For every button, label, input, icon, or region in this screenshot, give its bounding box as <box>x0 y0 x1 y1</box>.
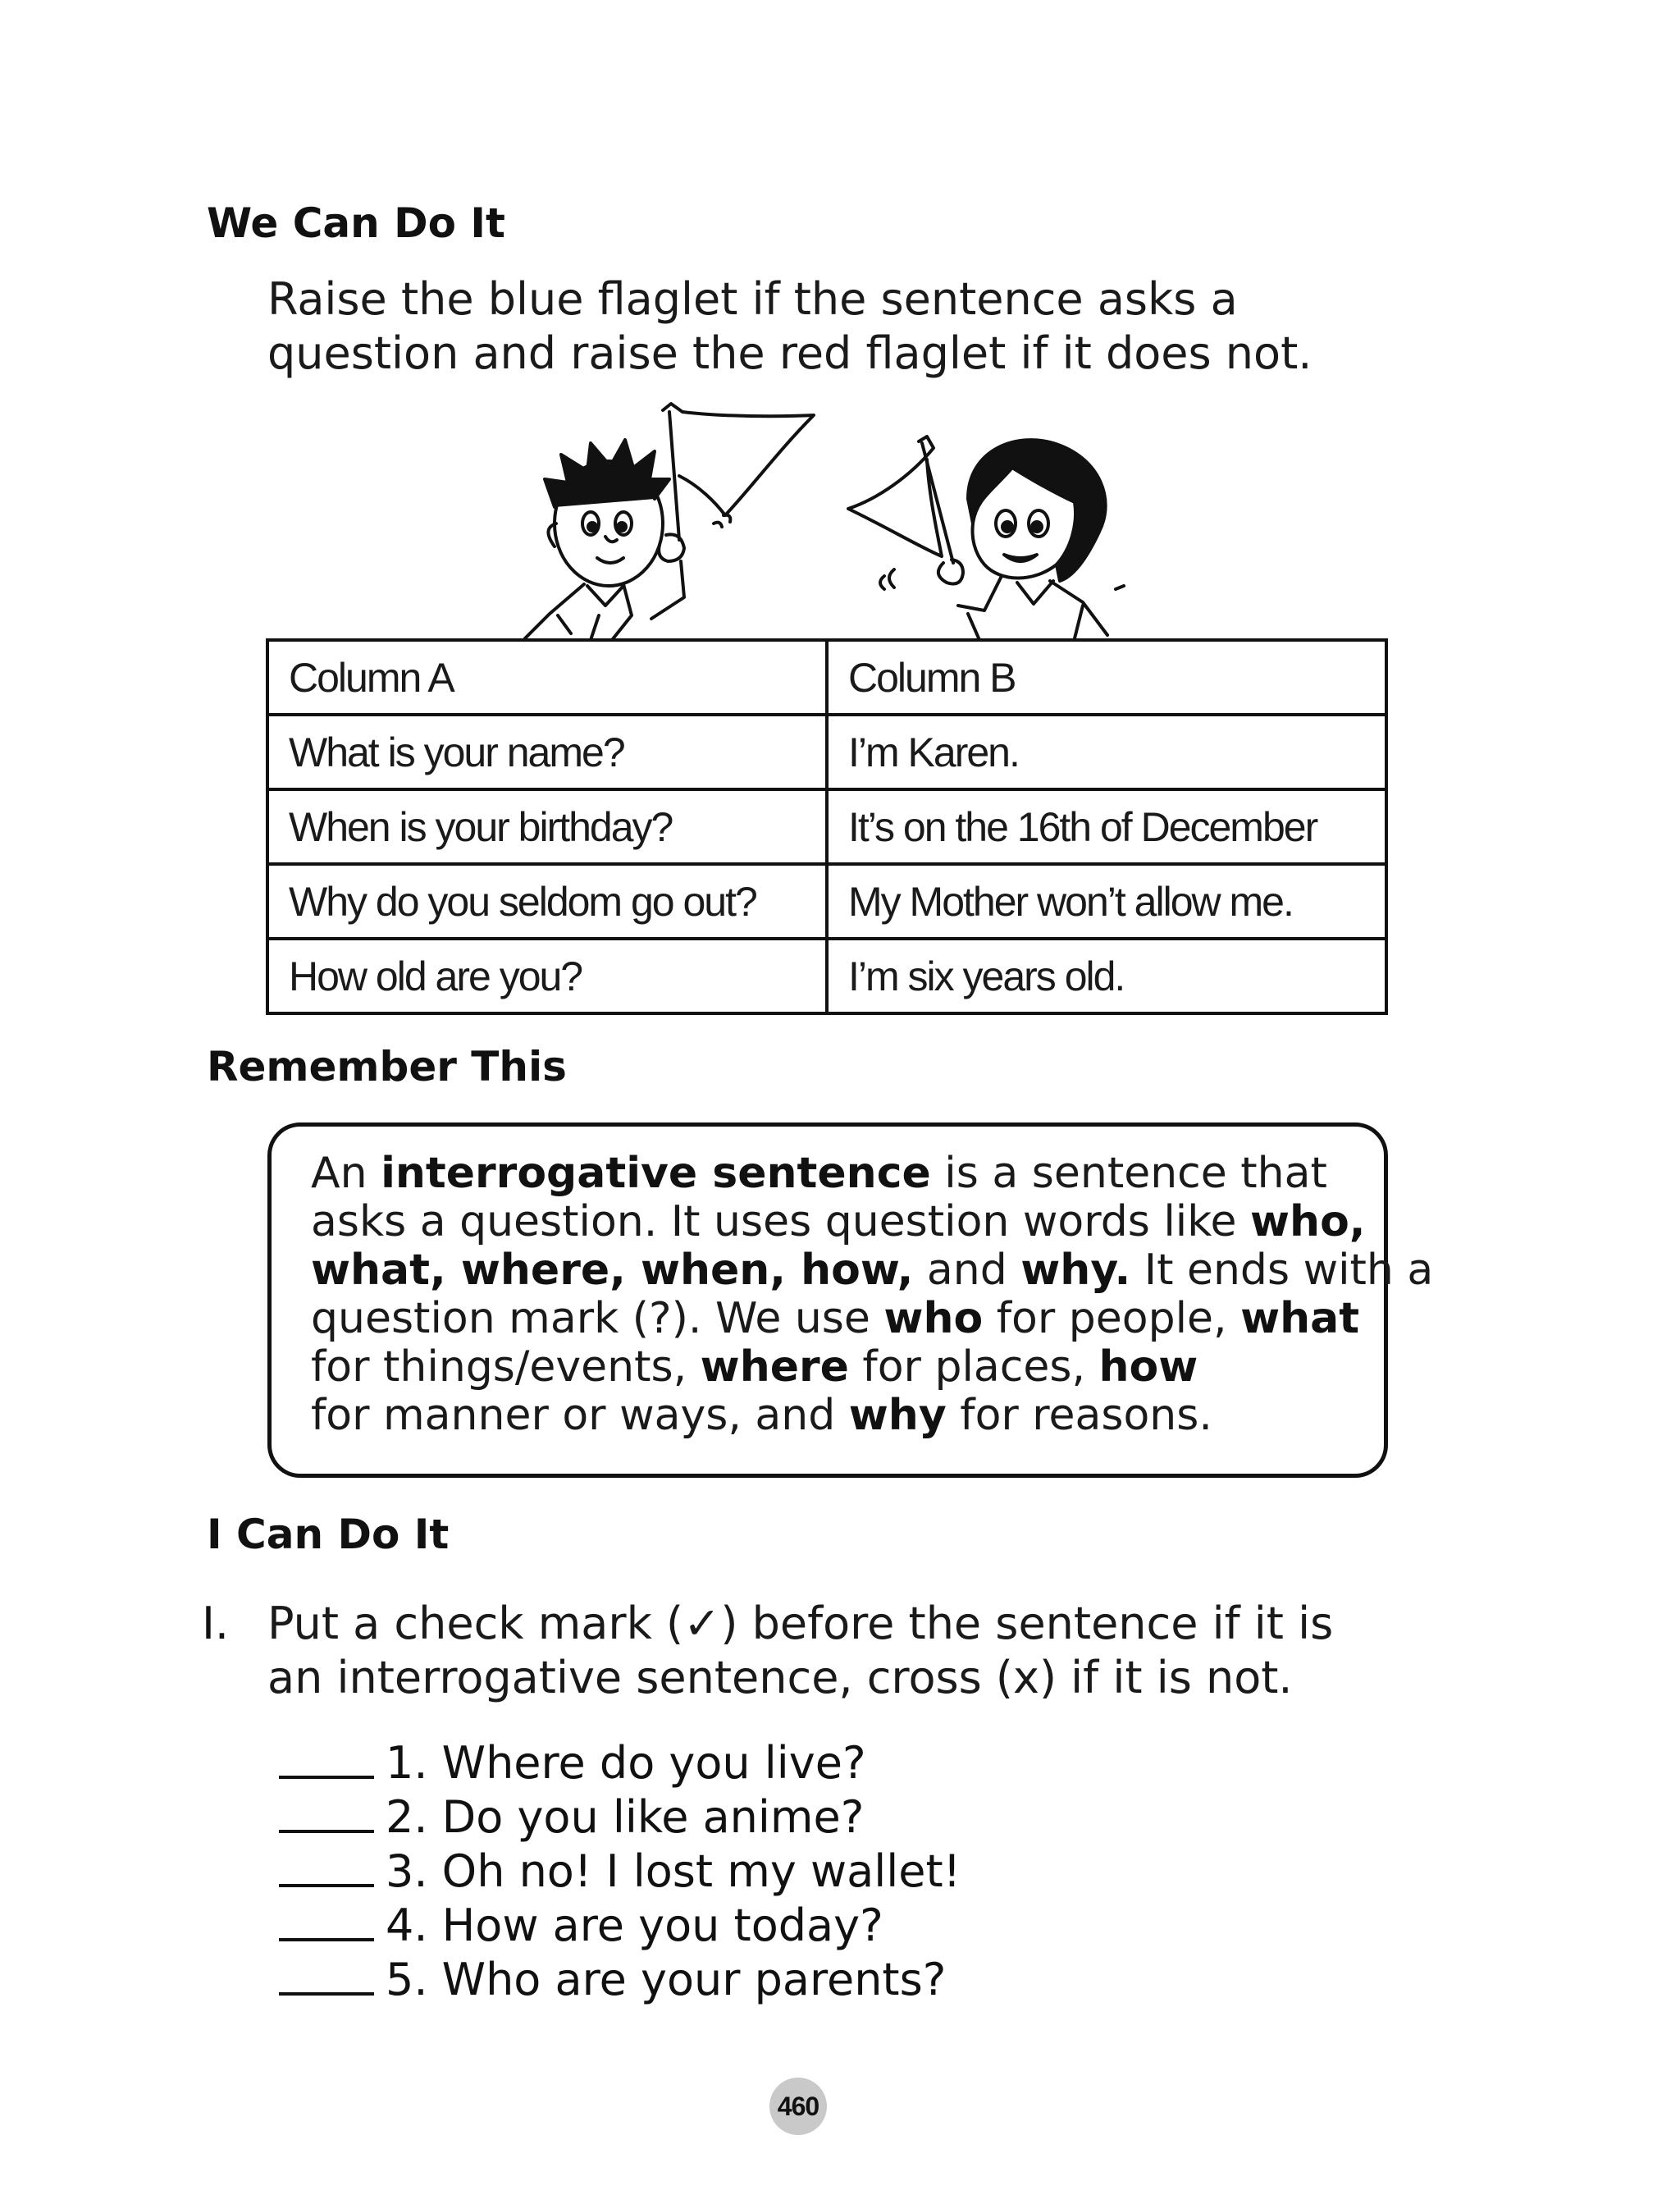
item-text: 4. How are you today? <box>386 1900 883 1951</box>
question-answer-table <box>266 638 1388 1015</box>
exercise-numeral: I. <box>202 1598 230 1649</box>
girl-with-flag-icon <box>848 437 1124 640</box>
table-header-row <box>267 640 1386 715</box>
list-item <box>279 1953 961 2007</box>
list-item <box>279 1845 961 1899</box>
remember-line: for things/events, where for places, how <box>311 1342 1198 1392</box>
remember-box <box>267 1122 1434 1478</box>
column-a-cell: What is your name? <box>267 715 827 789</box>
column-b-cell: My Mother won’t allow me. <box>827 864 1386 939</box>
kids-with-flags-illustration <box>509 400 1165 640</box>
instruction-line: Put a check mark (✓) before the sentence if it is <box>267 1598 1334 1649</box>
section-heading-we-can-do-it: We Can Do It <box>207 199 505 247</box>
answer-blank[interactable] <box>279 1938 374 1941</box>
list-item <box>279 1736 961 1790</box>
column-b-cell: I’m Karen. <box>827 715 1386 789</box>
remember-line: An interrogative sentence is a sentence that <box>311 1149 1327 1198</box>
table-row <box>267 789 1386 864</box>
column-b-cell: It’s on the 16th of December <box>827 789 1386 864</box>
remember-line: what, where, when, how, and why. It ends with a <box>311 1246 1434 1295</box>
section-heading-remember-this: Remember This <box>207 1043 567 1090</box>
remember-text <box>311 1149 1434 1440</box>
boy-with-flag-icon <box>525 404 814 640</box>
column-a-cell: Why do you seldom go out? <box>267 864 827 939</box>
item-text: 5. Who are your parents? <box>386 1954 947 2005</box>
instruction-line: an interrogative sentence, cross (x) if it is not. <box>267 1652 1293 1703</box>
remember-line: question mark (?). We use who for people, what <box>311 1294 1360 1343</box>
answer-blank[interactable] <box>279 1776 374 1779</box>
column-a-cell: How old are you? <box>267 939 827 1013</box>
answer-blank[interactable] <box>279 1884 374 1887</box>
answer-blank[interactable] <box>279 1830 374 1833</box>
remember-line: asks a question. It uses question words like who, <box>311 1197 1366 1246</box>
column-a-header: Column A <box>267 640 827 715</box>
list-item <box>279 1790 961 1845</box>
answer-blank[interactable] <box>279 1992 374 1996</box>
page-number-badge: 460 <box>769 2078 827 2135</box>
exercise-list <box>279 1736 961 2007</box>
section-heading-i-can-do-it: I Can Do It <box>207 1511 450 1558</box>
column-b-header: Column B <box>827 640 1386 715</box>
remember-line: for manner or ways, and why for reasons. <box>311 1391 1212 1440</box>
column-a-cell: When is your birthday? <box>267 789 827 864</box>
list-item <box>279 1899 961 1953</box>
instruction-line: question and raise the red flaglet if it does not. <box>267 327 1312 379</box>
item-text: 2. Do you like anime? <box>386 1791 865 1843</box>
table-row <box>267 864 1386 939</box>
instruction-line: Raise the blue flaglet if the sentence asks a <box>267 273 1238 325</box>
item-text: 3. Oh no! I lost my wallet! <box>386 1845 961 1897</box>
flaglet-instruction <box>267 272 1498 381</box>
table-row <box>267 939 1386 1013</box>
exercise-instruction <box>267 1597 1498 1705</box>
column-b-cell: I’m six years old. <box>827 939 1386 1013</box>
item-text: 1. Where do you live? <box>386 1737 866 1789</box>
table-row <box>267 715 1386 789</box>
